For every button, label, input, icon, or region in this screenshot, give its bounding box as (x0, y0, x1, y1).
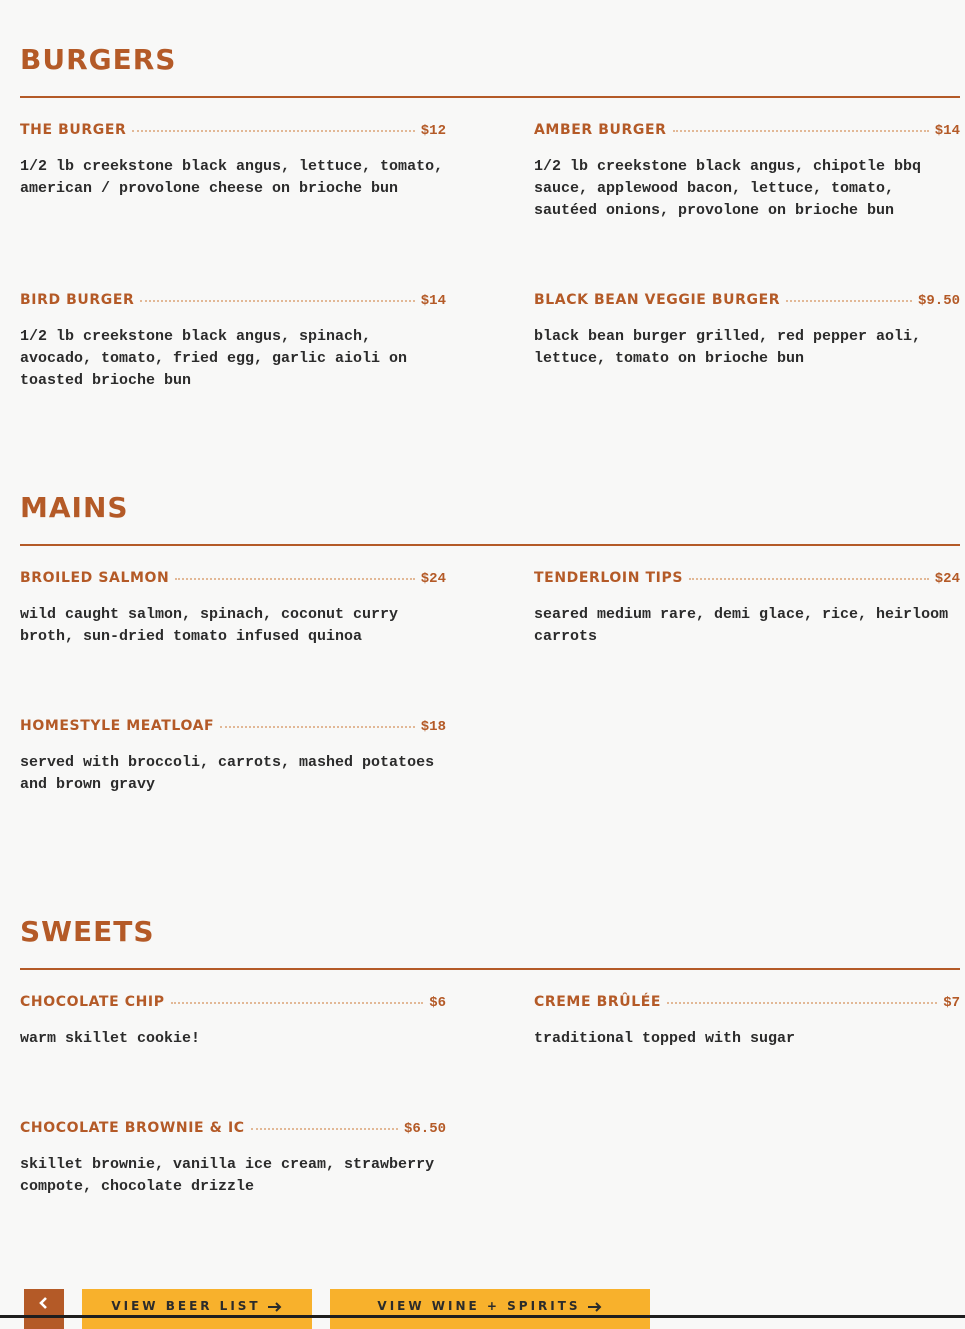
item-price: $9.50 (917, 293, 960, 309)
menu-item (20, 292, 446, 392)
item-price: $24 (934, 571, 960, 587)
section-divider (20, 96, 960, 98)
dotted-leader (220, 726, 415, 728)
item-name: BIRD BURGER (20, 292, 135, 308)
item-description: seared medium rare, demi glace, rice, heirloom carrots (534, 606, 949, 645)
dotted-leader (140, 300, 414, 302)
item-description: wild caught salmon, spinach, coconut curry broth, sun-dried tomato infused quinoa (20, 606, 399, 645)
item-description: black bean burger grilled, red pepper aoli, lettuce, tomato on brioche bun (534, 328, 922, 367)
dotted-leader (673, 130, 929, 132)
section-burgers (20, 42, 960, 402)
item-description: skillet brownie, vanilla ice cream, strawberry compote, chocolate drizzle (20, 1156, 435, 1195)
item-name: CREME BRÛLÉE (534, 994, 662, 1010)
item-price: $6 (429, 995, 446, 1011)
arrow-right-icon (587, 1301, 603, 1313)
section-mains (20, 490, 960, 800)
menu-nav (0, 1289, 965, 1318)
menu-item (534, 570, 960, 648)
dotted-leader (132, 130, 414, 132)
item-description: traditional topped with sugar (534, 1030, 796, 1047)
item-price: $24 (420, 571, 446, 587)
view-beer-list-button[interactable] (82, 1289, 312, 1329)
item-name: BROILED SALMON (20, 570, 170, 586)
item-description: served with broccoli, carrots, mashed potatoes and brown gravy (20, 754, 435, 793)
chevron-left-icon (39, 1296, 49, 1310)
item-description: 1/2 lb creekstone black angus, lettuce, tomato, american / provolone cheese on brioche bun (20, 158, 444, 197)
item-name: CHOCOLATE CHIP (20, 994, 165, 1010)
item-description: warm skillet cookie! (20, 1030, 201, 1047)
menu-item (20, 718, 446, 796)
view-wine-spirits-label: VIEW WINE + SPIRITS (377, 1299, 581, 1313)
menu-item (20, 570, 446, 648)
item-price: $14 (420, 293, 446, 309)
section-title: SWEETS (20, 915, 155, 948)
section-divider (20, 968, 960, 970)
section-divider (20, 544, 960, 546)
section-title: MAINS (20, 491, 129, 524)
item-price: $14 (934, 123, 960, 139)
menu-item (534, 292, 960, 370)
menu-item (20, 1120, 446, 1198)
previous-button[interactable] (24, 1289, 64, 1329)
item-description: 1/2 lb creekstone black angus, chipotle bbq sauce, applewood bacon, lettuce, tomato, sautéed onions, provolone on brioche bun (534, 158, 922, 219)
item-name: TENDERLOIN TIPS (534, 570, 684, 586)
dotted-leader (667, 1002, 937, 1004)
item-name: BLACK BEAN VEGGIE BURGER (534, 292, 781, 308)
dotted-leader (786, 300, 912, 302)
view-wine-spirits-button[interactable] (330, 1289, 650, 1329)
section-sweets (20, 914, 960, 1204)
item-name: HOMESTYLE MEATLOAF (20, 718, 215, 734)
item-price: $6.50 (403, 1121, 446, 1137)
menu-item (534, 994, 960, 1050)
dotted-leader (171, 1002, 424, 1004)
section-title: BURGERS (20, 43, 177, 76)
menu-item (20, 122, 446, 200)
dotted-leader (175, 578, 414, 580)
menu-item (534, 122, 960, 222)
item-name: CHOCOLATE BROWNIE & IC (20, 1120, 245, 1136)
view-beer-list-label: VIEW BEER LIST (111, 1299, 261, 1313)
menu-item (20, 994, 446, 1050)
item-price: $7 (943, 995, 960, 1011)
dotted-leader (689, 578, 929, 580)
dotted-leader (251, 1128, 398, 1130)
item-description: 1/2 lb creekstone black angus, spinach, avocado, tomato, fried egg, garlic aioli on toasted brioche bun (20, 328, 408, 389)
item-price: $18 (420, 719, 446, 735)
item-name: AMBER BURGER (534, 122, 667, 138)
item-name: THE BURGER (20, 122, 127, 138)
item-price: $12 (420, 123, 446, 139)
arrow-right-icon (267, 1301, 283, 1313)
